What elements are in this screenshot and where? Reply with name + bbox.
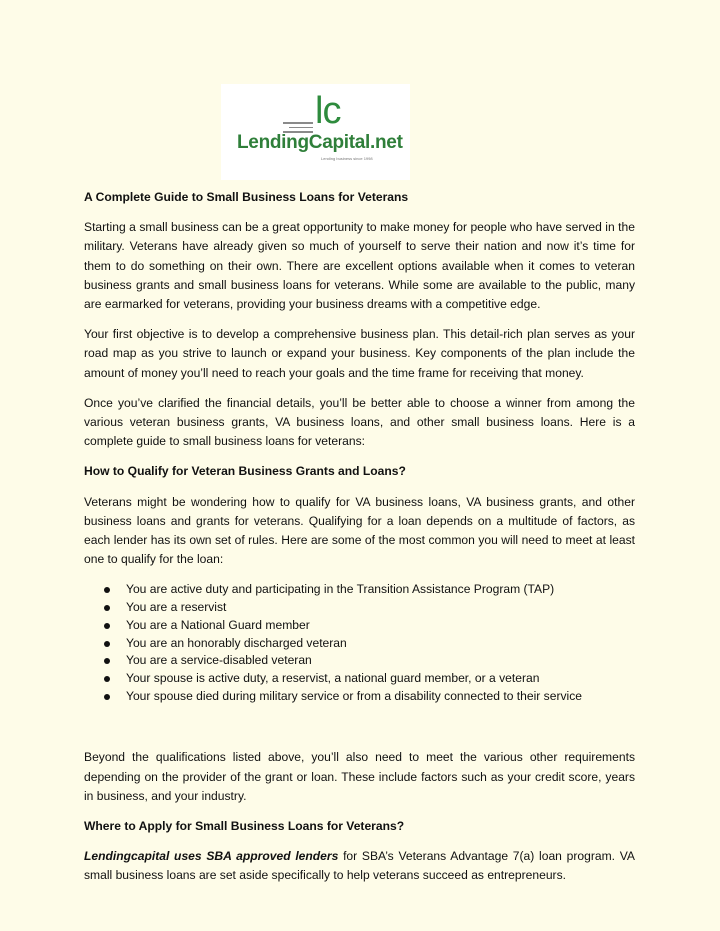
intro-paragraph-2: Your first objective is to develop a comprehensive business plan. This detail-rich plan serves as your road map as you strive to launch or expand your business. Key components of the plan include the amount of money you’ll need to reach your goals and the time frame for receiving that money. [84, 327, 635, 380]
qualify-paragraph: Veterans might be wondering how to qualify for VA business loans, VA business grants, and other business loans and grants for veterans. Qualifying for a loan depends on a multitude of factors, as each lender has its own set of rules. Here are some of the most common you will need to meet at least one to qualify for the loan: [84, 494, 635, 567]
intro-paragraph-1: Starting a small business can be a great opportunity to make money for people who have served in the military. Veterans have already given so much of yourself to serve their nation and now it’s time for them to do something on their own. There are excellent options available when it comes to veteran business grants and small business loans for veterans. While some are available to the public, many are earmarked for veterans, providing your business dreams with a competitive edge. [84, 220, 635, 312]
beyond-paragraph: Beyond the qualifications listed above, you’ll also need to meet the various other requirements depending on the provider of the grant or loan. These include factors such as your credit score, years in business, and your industry. [84, 750, 635, 803]
qualify-heading: How to Qualify for Veteran Business Grants and Loans? [84, 464, 406, 479]
bullet-icon [104, 694, 110, 700]
list-item: You are an honorably discharged veteran [84, 635, 635, 653]
bullet-icon [104, 587, 110, 593]
logo-name: LendingCapital.net [237, 132, 403, 153]
article-body [84, 188, 635, 886]
qualification-list [84, 581, 635, 705]
logo-tagline: Lending business since 1998 [321, 156, 373, 161]
list-item: You are a National Guard member [84, 617, 635, 635]
bullet-icon [104, 605, 110, 611]
list-item: You are active duty and participating in the Transition Assistance Program (TAP) [84, 581, 635, 599]
list-item: You are a reservist [84, 599, 635, 617]
article-title: A Complete Guide to Small Business Loans for Veterans [84, 190, 409, 204]
logo-mark: lc [315, 90, 341, 132]
where-heading: Where to Apply for Small Business Loans for Veterans? [84, 818, 405, 833]
list-item: You are a service-disabled veteran [84, 652, 635, 670]
bullet-icon [104, 658, 110, 664]
list-item: Your spouse is active duty, a reservist, a national guard member, or a veteran [84, 670, 635, 688]
list-item: Your spouse died during military service or from a disability connected to their service [84, 688, 635, 706]
bullet-icon [104, 623, 110, 629]
intro-paragraph-3: Once you’ve clarified the financial details, you’ll be better able to choose a winner from among the various veteran business grants, VA business loans, and other small business loans. Here is a complete guide to small business loans for veterans: [84, 395, 635, 449]
bullet-icon [104, 676, 110, 682]
where-paragraph [84, 847, 635, 885]
lendingcapital-logo [221, 84, 410, 180]
where-body-text: for SBA’s Veterans Advantage 7(a) loan program. VA small business loans are set aside specifically to help veterans succeed as entrepreneurs. [84, 849, 635, 883]
where-lead-text: Lendingcapital uses SBA approved lenders [84, 849, 339, 864]
bullet-icon [104, 641, 110, 647]
